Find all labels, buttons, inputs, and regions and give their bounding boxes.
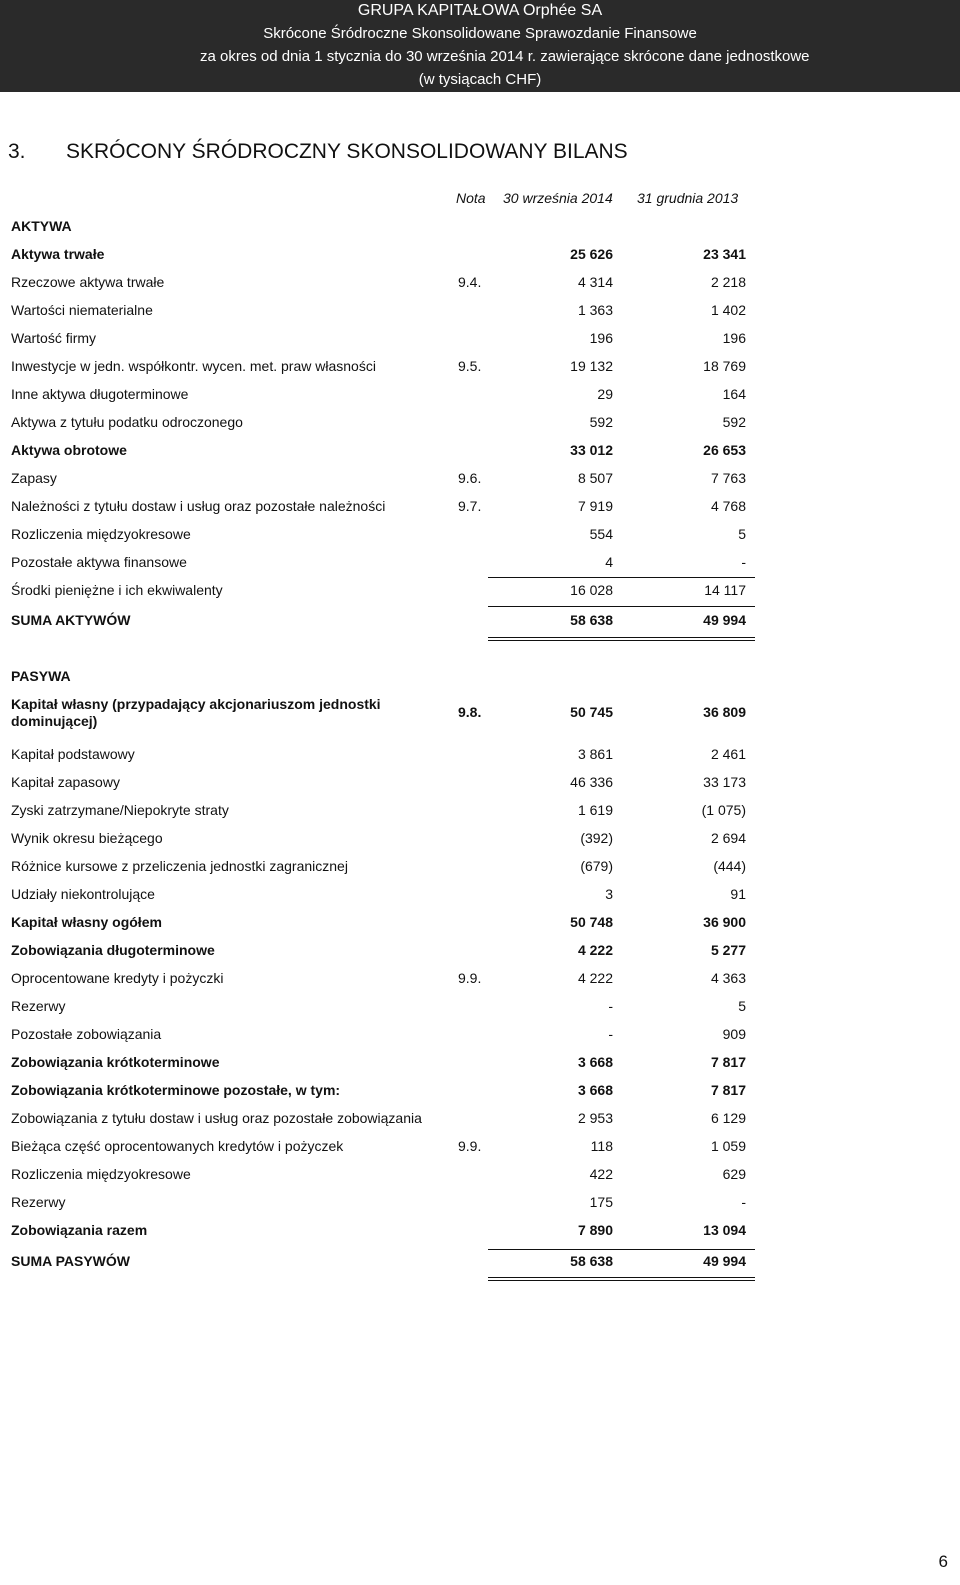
rule-below-total-assets-2: [488, 640, 755, 641]
row-label: Rozliczenia międzyokresowe: [11, 1166, 191, 1182]
row-note: 9.7.: [458, 498, 482, 514]
section-heading: [8, 140, 628, 164]
value-2014: 3: [605, 886, 613, 902]
row-label: PASYWA: [11, 668, 71, 684]
value-2013: 33 173: [703, 774, 746, 790]
value-2014: 592: [589, 414, 613, 430]
table-row: [0, 1078, 960, 1104]
row-label: Aktywa trwałe: [11, 246, 105, 262]
table-row: [0, 664, 960, 690]
row-label: Rzeczowe aktywa trwałe: [11, 274, 165, 290]
table-row: [0, 1022, 960, 1048]
table-row: [0, 1218, 960, 1244]
row-label: SUMA PASYWÓW: [11, 1253, 130, 1269]
value-2013: 7 817: [710, 1082, 746, 1098]
row-label: Różnice kursowe z przeliczenia jednostki zagranicznej: [11, 858, 348, 874]
table-row: [0, 326, 960, 352]
rule-below-total-assets-1: [488, 637, 755, 638]
value-2013: 592: [722, 414, 746, 430]
page-header: [0, 0, 960, 92]
value-2014: 175: [589, 1194, 613, 1210]
value-2014: 58 638: [570, 612, 613, 628]
value-2013: 196: [722, 330, 746, 346]
table-row: [0, 1190, 960, 1216]
table-row: [0, 522, 960, 548]
value-2014: 118: [590, 1138, 613, 1154]
table-row: [0, 938, 960, 964]
value-2014: -: [608, 998, 613, 1014]
rule-above-total-liabilities: [488, 1249, 755, 1250]
value-2014: 29: [597, 386, 613, 402]
row-label: Wartość firmy: [11, 330, 97, 346]
value-2013: 23 341: [703, 246, 746, 262]
table-row: [0, 696, 960, 729]
table-row: [0, 438, 960, 464]
row-label: Pozostałe zobowiązania: [11, 1026, 162, 1042]
table-row: [0, 798, 960, 824]
value-2014: 2 953: [577, 1110, 613, 1126]
value-2013: 91: [730, 886, 746, 902]
column-header-2014: 30 września 2014: [503, 190, 613, 206]
row-label: Zapasy: [11, 470, 57, 486]
value-2013: 6 129: [710, 1110, 746, 1126]
row-label: Udziały niekontrolujące: [11, 886, 155, 902]
value-2014: 7 919: [577, 498, 613, 514]
row-label: Rozliczenia międzyokresowe: [11, 526, 191, 542]
value-2013: 49 994: [703, 1253, 746, 1269]
value-2013: (1 075): [701, 802, 746, 818]
table-row: [0, 214, 960, 240]
table-row: [0, 242, 960, 268]
row-label: Rezerwy: [11, 1194, 66, 1210]
row-label: Oprocentowane kredyty i pożyczki: [11, 970, 224, 986]
table-row: [0, 1134, 960, 1160]
table-row: [0, 550, 960, 576]
row-label: Należności z tytułu dostaw i usług oraz pozostałe należności: [11, 498, 386, 514]
value-2013: 5: [738, 998, 746, 1014]
rule-above-cash: [488, 577, 755, 578]
value-2014: 4: [605, 554, 613, 570]
value-2013: 36 900: [703, 914, 746, 930]
table-row: [0, 882, 960, 908]
row-label: Inne aktywa długoterminowe: [11, 386, 189, 402]
row-note: 9.5.: [458, 358, 482, 374]
row-note: 9.9.: [458, 1138, 482, 1154]
table-row: [0, 270, 960, 296]
rule-below-total-liabilities-1: [488, 1277, 755, 1278]
value-2013: 49 994: [703, 612, 746, 628]
value-2014: 4 222: [577, 942, 613, 958]
value-2013: 36 809: [703, 704, 746, 720]
value-2013: 14 117: [704, 582, 746, 598]
value-2013: 1 059: [710, 1138, 746, 1154]
header-report-title: Skrócone Śródroczne Skonsolidowane Sprawozdanie Finansowe: [263, 25, 697, 42]
section-number: 3.: [8, 140, 26, 163]
row-label: Aktywa z tytułu podatku odroczonego: [11, 414, 243, 430]
rule-above-total-assets: [488, 606, 755, 607]
value-2013: 7 763: [710, 470, 746, 486]
row-label: Kapitał własny ogółem: [11, 914, 162, 930]
table-row: [0, 1162, 960, 1188]
header-period: za okres od dnia 1 stycznia do 30 września 2014 r. zawierające skrócone dane jednostkowe: [200, 48, 810, 65]
row-label: Inwestycje w jedn. współkontr. wycen. met. praw własności: [11, 358, 376, 374]
value-2014: 58 638: [570, 1253, 613, 1269]
value-2014: 7 890: [577, 1222, 613, 1238]
row-label: Rezerwy: [11, 998, 66, 1014]
value-2014: 4 314: [577, 274, 613, 290]
value-2014: 50 748: [570, 914, 613, 930]
row-label: Kapitał podstawowy: [11, 746, 135, 762]
value-2013: 18 769: [703, 358, 746, 374]
section-title: SKRÓCONY ŚRÓDROCZNY SKONSOLIDOWANY BILANS: [66, 140, 628, 163]
value-2013: 909: [722, 1026, 746, 1042]
value-2014: 196: [589, 330, 613, 346]
row-label-continued: dominującej): [11, 713, 98, 729]
row-label: Kapitał zapasowy: [11, 774, 120, 790]
value-2013: 2 694: [710, 830, 746, 846]
row-label: Bieżąca część oprocentowanych kredytów i pożyczek: [11, 1138, 344, 1154]
table-row: [0, 910, 960, 936]
value-2013: 2 461: [710, 746, 746, 762]
value-2013: 629: [722, 1166, 746, 1182]
value-2013: 13 094: [703, 1222, 746, 1238]
row-note: 9.9.: [458, 970, 482, 986]
table-row: [0, 608, 960, 634]
value-2014: 8 507: [577, 470, 613, 486]
value-2013: 2 218: [710, 274, 746, 290]
value-2013: 5: [738, 526, 746, 542]
value-2014: 554: [589, 526, 613, 542]
table-row: [0, 298, 960, 324]
table-row: [0, 354, 960, 380]
row-label: Pozostałe aktywa finansowe: [11, 554, 187, 570]
table-row: [0, 1249, 960, 1275]
table-row: [0, 494, 960, 520]
page-number: 6: [938, 1552, 948, 1571]
table-row: [0, 854, 960, 880]
value-2014: 1 363: [577, 302, 613, 318]
table-row: [0, 1050, 960, 1076]
value-2014: 3 668: [577, 1054, 613, 1070]
value-2014: 19 132: [570, 358, 613, 374]
value-2014: 46 336: [570, 774, 613, 790]
row-label: SUMA AKTYWÓW: [11, 612, 131, 628]
row-label: Zyski zatrzymane/Niepokryte straty: [11, 802, 229, 818]
value-2014: 16 028: [570, 582, 613, 598]
row-label: AKTYWA: [11, 218, 72, 234]
table-row: [0, 410, 960, 436]
row-note: 9.6.: [458, 470, 482, 486]
value-2013: -: [741, 1194, 746, 1210]
value-2013: 1 402: [710, 302, 746, 318]
table-row: [0, 382, 960, 408]
row-label: Wynik okresu bieżącego: [11, 830, 163, 846]
value-2014: 25 626: [570, 246, 613, 262]
column-header-note: Nota: [456, 190, 486, 206]
value-2013: (444): [713, 858, 746, 874]
table-row: [0, 966, 960, 992]
table-row: [0, 578, 960, 604]
row-label: Zobowiązania z tytułu dostaw i usług oraz pozostałe zobowiązania: [11, 1110, 422, 1126]
row-label: Wartości niematerialne: [11, 302, 153, 318]
value-2013: -: [741, 554, 746, 570]
row-label: Zobowiązania razem: [11, 1222, 148, 1238]
header-company: GRUPA KAPITAŁOWA Orphée SA: [357, 2, 603, 19]
row-label: Zobowiązania krótkoterminowe pozostałe, w tym:: [11, 1082, 341, 1098]
value-2014: 1 619: [577, 802, 613, 818]
value-2014: (679): [580, 858, 613, 874]
value-2013: 4 363: [710, 970, 746, 986]
header-currency: (w tysiącach CHF): [418, 71, 542, 88]
row-label: Aktywa obrotowe: [11, 442, 127, 458]
value-2014: -: [608, 1026, 613, 1042]
rule-below-total-liabilities-2: [488, 1280, 755, 1281]
value-2014: 50 745: [570, 704, 613, 720]
value-2013: 5 277: [710, 942, 746, 958]
value-2014: 422: [589, 1166, 613, 1182]
row-label: Zobowiązania krótkoterminowe: [11, 1054, 220, 1070]
row-note: 9.8.: [458, 704, 482, 720]
row-label: Środki pieniężne i ich ekwiwalenty: [11, 582, 223, 598]
value-2013: 7 817: [710, 1054, 746, 1070]
value-2014: 4 222: [577, 970, 613, 986]
table-row: [0, 994, 960, 1020]
column-header-2013: 31 grudnia 2013: [637, 190, 739, 206]
value-2014: (392): [580, 830, 613, 846]
value-2013: 164: [722, 386, 746, 402]
value-2014: 3 861: [577, 746, 613, 762]
table-row: [0, 770, 960, 796]
row-label: Kapitał własny (przypadający akcjonariuszom jednostki: [11, 696, 381, 712]
value-2014: 3 668: [577, 1082, 613, 1098]
table-row: [0, 742, 960, 768]
row-label: Zobowiązania długoterminowe: [11, 942, 215, 958]
value-2013: 4 768: [710, 498, 746, 514]
table-row: [0, 466, 960, 492]
table-row: [0, 1106, 960, 1132]
row-note: 9.4.: [458, 274, 482, 290]
table-row: [0, 826, 960, 852]
value-2013: 26 653: [703, 442, 746, 458]
value-2014: 33 012: [570, 442, 613, 458]
